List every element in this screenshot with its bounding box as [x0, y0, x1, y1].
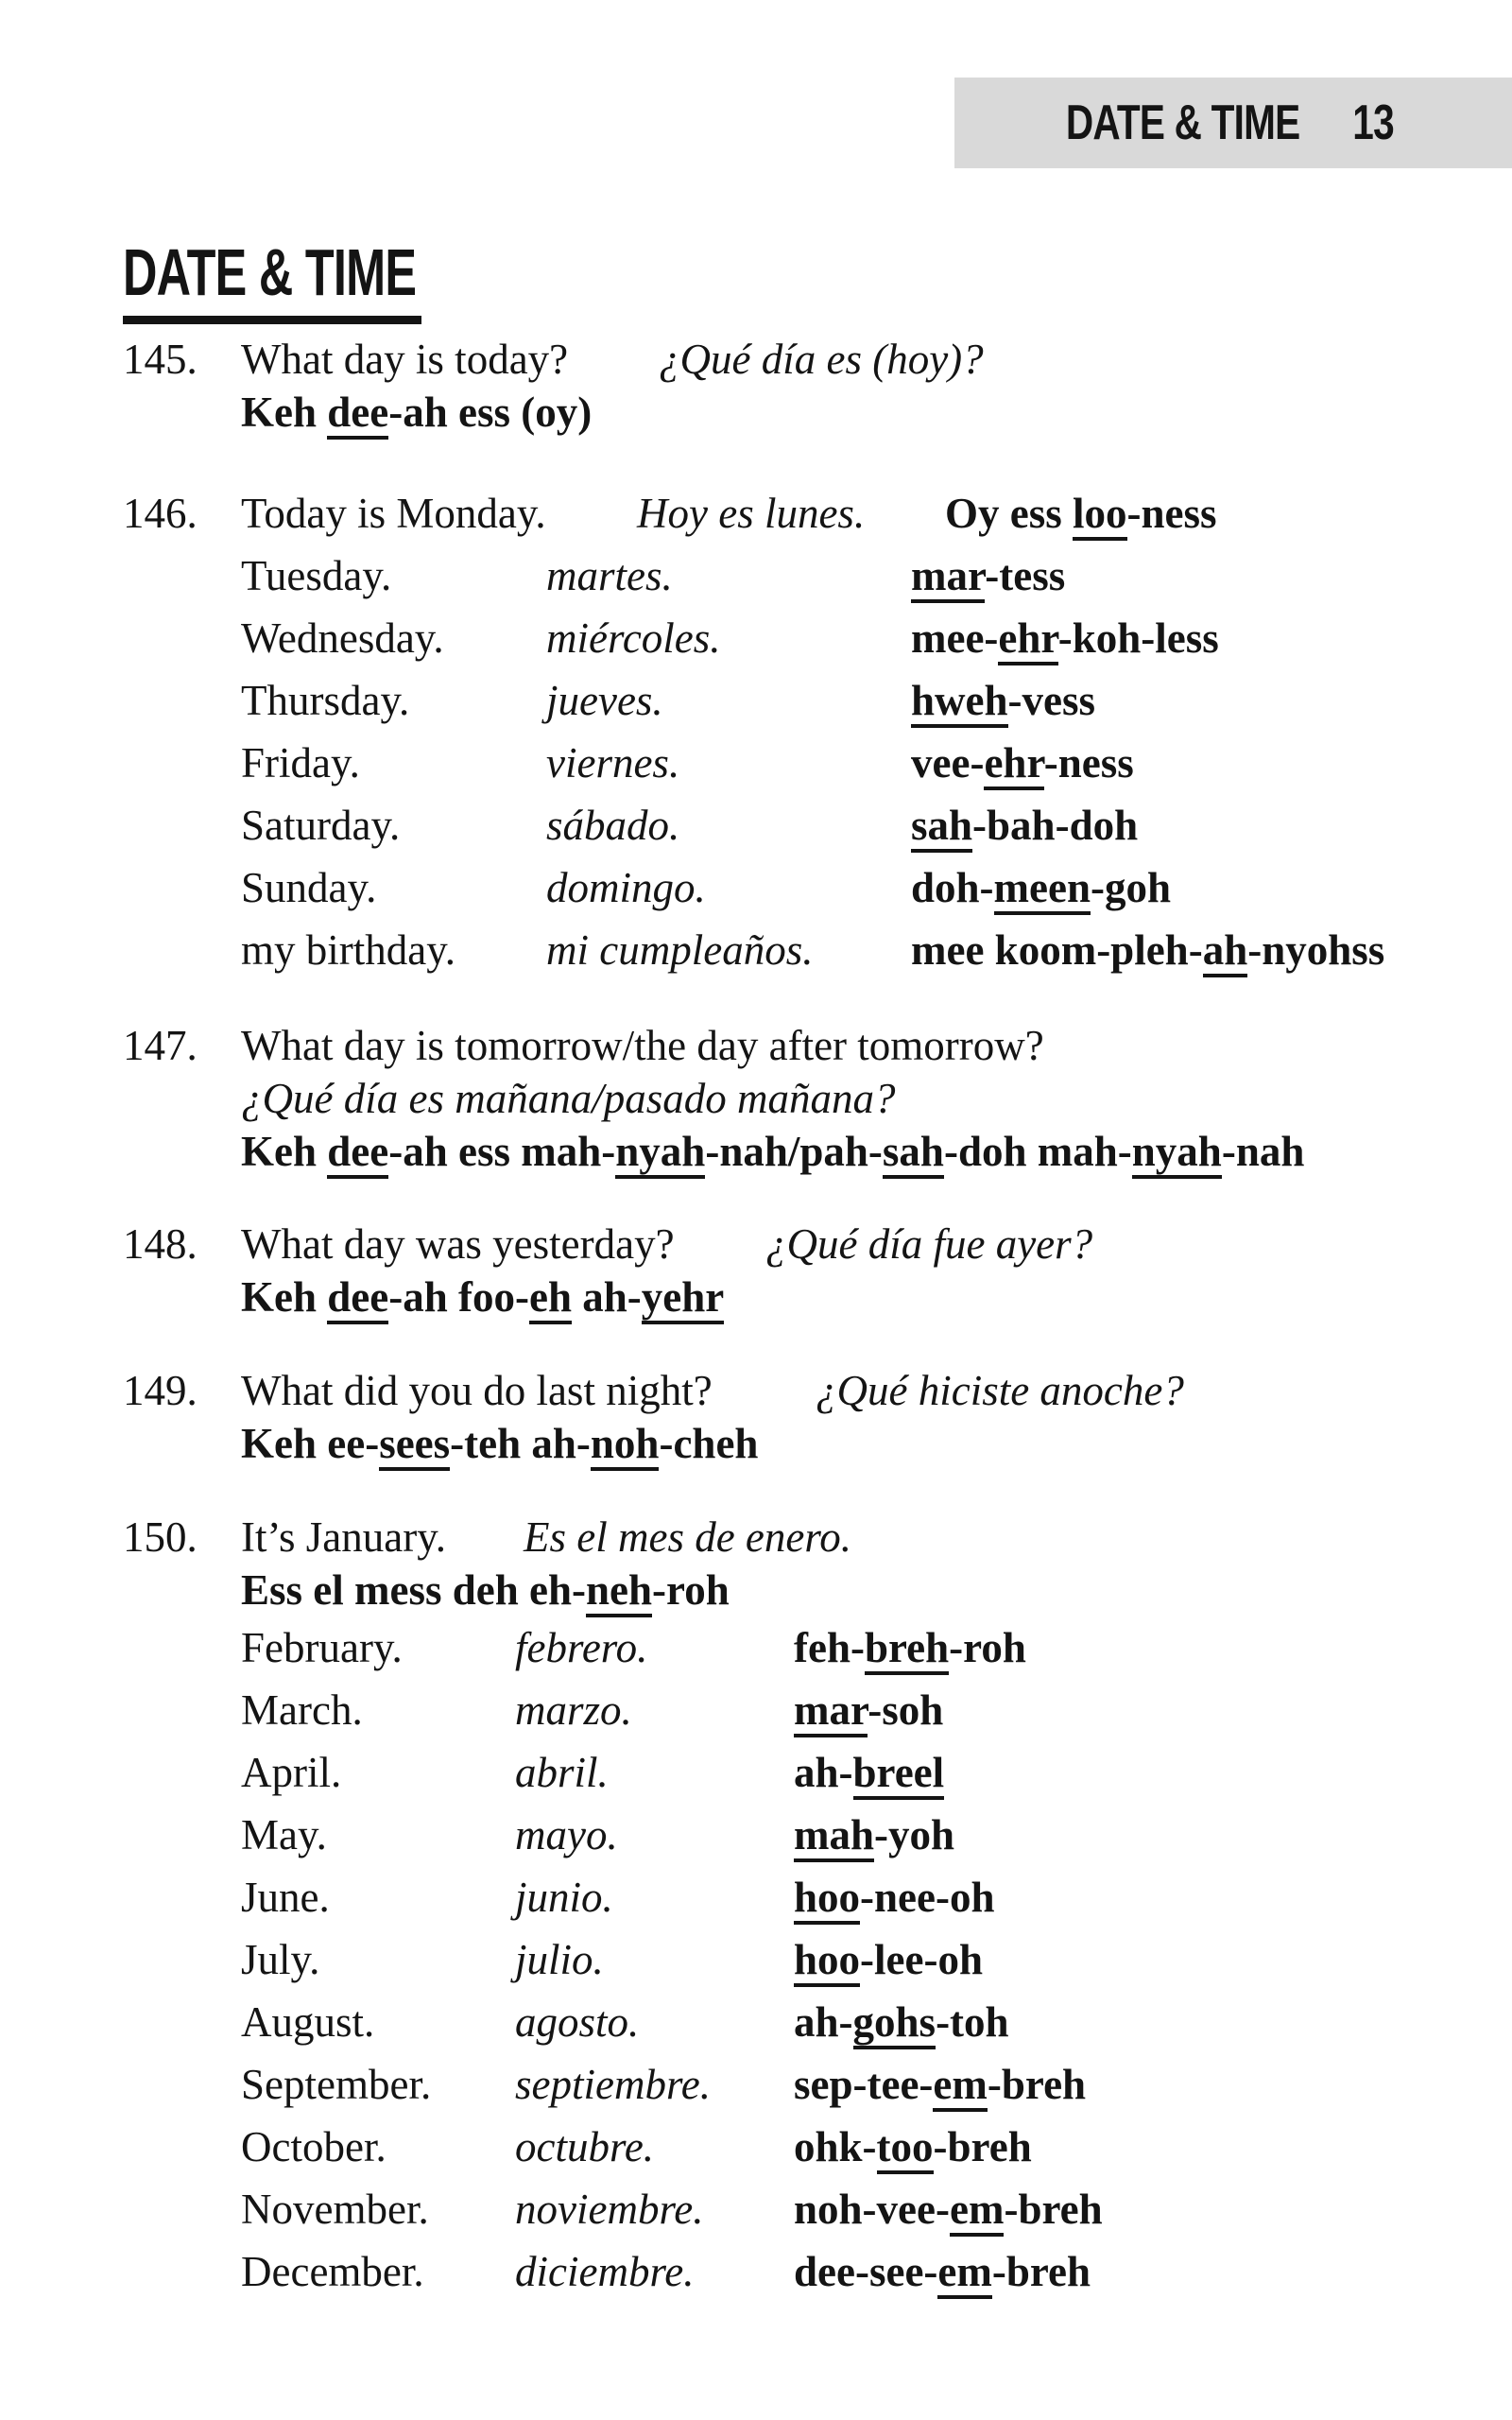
- table-row: [123, 2116, 1484, 2178]
- section-title: DATE & TIME: [123, 235, 417, 309]
- spanish-term: mayo.: [515, 1811, 618, 1858]
- spanish-term: febrero.: [515, 1624, 648, 1671]
- spanish-phrase: ¿Qué día fue ayer?: [765, 1220, 1093, 1268]
- table-row: [123, 1616, 1484, 1679]
- phrase-line: [123, 1364, 1484, 1417]
- spanish-term: octubre.: [515, 2123, 655, 2170]
- pronunciation: doh-meen-goh: [911, 856, 1171, 919]
- spanish-term: viernes.: [546, 739, 680, 786]
- spanish-phrase: ¿Qué hiciste anoche?: [816, 1367, 1184, 1414]
- pronunciation: vee-ehr-ness: [911, 732, 1134, 794]
- spanish-term: martes.: [546, 552, 673, 599]
- english-term: Sunday.: [241, 864, 377, 911]
- entry-150: [123, 1511, 1484, 2303]
- english-term: March.: [241, 1686, 363, 1734]
- table-row: [123, 544, 1484, 607]
- spanish-term: noviembre.: [515, 2186, 704, 2233]
- table-row: [123, 2053, 1484, 2116]
- pronunciation: Oy ess loo-ness: [945, 482, 1217, 544]
- running-header: [954, 78, 1512, 168]
- spanish-term: jueves.: [546, 677, 663, 724]
- spanish-phrase: ¿Qué día es mañana/pasado mañana?: [241, 1075, 896, 1122]
- entry-145: [123, 333, 1484, 439]
- english-term: Tuesday.: [241, 552, 392, 599]
- pronunciation: ah-gohs-toh: [794, 1991, 1009, 2053]
- entry-number: 150.: [123, 1513, 198, 1561]
- pronunciation: feh-breh-roh: [794, 1616, 1026, 1679]
- spanish-term: mi cumpleaños.: [546, 926, 814, 974]
- english-phrase: What day was yesterday?: [241, 1220, 675, 1268]
- english-phrase: What day is tomorrow/the day after tomorrow?: [241, 1022, 1044, 1069]
- table-row: [123, 1991, 1484, 2053]
- table-row: [123, 732, 1484, 794]
- pronunciation-line: Keh dee-ah foo-eh ah-yehr: [241, 1270, 1484, 1323]
- table-row: [123, 669, 1484, 732]
- spanish-term: abril.: [515, 1749, 609, 1796]
- pronunciation: mah-yoh: [794, 1804, 954, 1866]
- entry-number: 145.: [123, 336, 198, 383]
- table-row: [123, 1679, 1484, 1741]
- english-term: November.: [241, 2186, 429, 2233]
- english-term: July.: [241, 1936, 320, 1983]
- pronunciation: mee-ehr-koh-less: [911, 607, 1219, 669]
- english-term: December.: [241, 2248, 424, 2295]
- english-term: Wednesday.: [241, 614, 444, 662]
- english-phrase: It’s January.: [241, 1513, 447, 1561]
- spanish-phrase: ¿Qué día es (hoy)?: [659, 336, 984, 383]
- table-row: [123, 482, 1484, 544]
- english-term: Thursday.: [241, 677, 410, 724]
- spanish-term: junio.: [515, 1874, 613, 1921]
- pronunciation: hweh-vess: [911, 669, 1095, 732]
- running-header-page-number: 13: [1352, 95, 1394, 150]
- pronunciation: mee koom-pleh-ah-nyohss: [911, 919, 1384, 981]
- english-term: October.: [241, 2123, 387, 2170]
- entry-number: 146.: [123, 490, 198, 537]
- pronunciation: mar-tess: [911, 544, 1065, 607]
- english-term: August.: [241, 1998, 375, 2046]
- table-row: [123, 2178, 1484, 2240]
- phrase-line: [123, 1511, 1484, 1564]
- spanish-phrase: Es el mes de enero.: [524, 1513, 851, 1561]
- table-row: [123, 919, 1484, 981]
- entry-number: 148.: [123, 1220, 198, 1268]
- entry-146: [123, 482, 1484, 981]
- pronunciation: noh-vee-em-breh: [794, 2178, 1103, 2240]
- english-term: Saturday.: [241, 802, 401, 849]
- pronunciation-line: Keh ee-sees-teh ah-noh-cheh: [241, 1417, 1484, 1470]
- table-row: [123, 1928, 1484, 1991]
- entry-147: [123, 1019, 1484, 1178]
- spanish-term: miércoles.: [546, 614, 721, 662]
- pronunciation: sep-tee-em-breh: [794, 2053, 1086, 2116]
- table-row: [123, 1804, 1484, 1866]
- pronunciation-line: Ess el mess deh eh-neh-roh: [241, 1564, 1484, 1616]
- english-term: my birthday.: [241, 926, 456, 974]
- section-title-block: [123, 235, 530, 324]
- table-row: [123, 1866, 1484, 1928]
- pronunciation: hoo-nee-oh: [794, 1866, 995, 1928]
- english-term: February.: [241, 1624, 403, 1671]
- pronunciation: sah-bah-doh: [911, 794, 1138, 856]
- table-row: [123, 607, 1484, 669]
- english-term: September.: [241, 2061, 432, 2108]
- pronunciation-line: Keh dee-ah ess (oy): [241, 386, 1484, 439]
- table-row: [123, 2240, 1484, 2303]
- pronunciation-line: Keh dee-ah ess mah-nyah-nah/pah-sah-doh mah-nyah-nah: [241, 1125, 1484, 1178]
- spanish-term: agosto.: [515, 1998, 640, 2046]
- english-term: May.: [241, 1811, 327, 1858]
- english-phrase: What did you do last night?: [241, 1367, 713, 1414]
- spanish-term: sábado.: [546, 802, 680, 849]
- phrase-line: [123, 333, 1484, 386]
- entry-148: [123, 1218, 1484, 1323]
- pronunciation: ohk-too-breh: [794, 2116, 1032, 2178]
- spanish-term: marzo.: [515, 1686, 632, 1734]
- spanish-term: domingo.: [546, 864, 706, 911]
- phrase-line: [123, 1218, 1484, 1270]
- running-header-section: DATE & TIME: [1065, 95, 1300, 150]
- spanish-term: diciembre.: [515, 2248, 695, 2295]
- pronunciation: mar-soh: [794, 1679, 943, 1741]
- entry-149: [123, 1364, 1484, 1470]
- table-row: [123, 794, 1484, 856]
- pronunciation: hoo-lee-oh: [794, 1928, 983, 1991]
- english-term: June.: [241, 1874, 330, 1921]
- english-phrase: What day is today?: [241, 336, 569, 383]
- english-term: Today is Monday.: [241, 490, 546, 537]
- spanish-term: Hoy es lunes.: [637, 490, 866, 537]
- pronunciation: ah-breel: [794, 1741, 944, 1804]
- english-term: April.: [241, 1749, 342, 1796]
- table-row: [123, 856, 1484, 919]
- spanish-term: septiembre.: [515, 2061, 712, 2108]
- english-term: Friday.: [241, 739, 360, 786]
- table-row: [123, 1741, 1484, 1804]
- entry-number: 149.: [123, 1367, 198, 1414]
- title-underline-rule: [123, 316, 421, 324]
- pronunciation: dee-see-em-breh: [794, 2240, 1091, 2303]
- spanish-term: julio.: [515, 1936, 604, 1983]
- entry-number: 147.: [123, 1022, 198, 1069]
